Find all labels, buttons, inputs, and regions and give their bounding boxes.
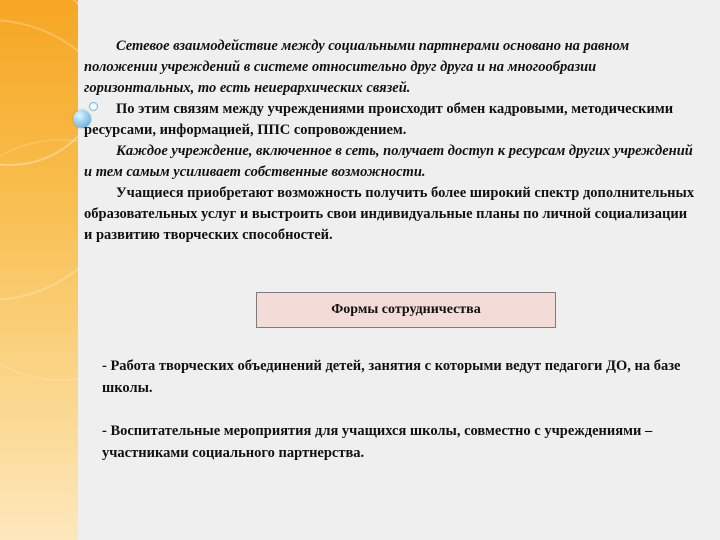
decorative-left-band	[0, 0, 78, 540]
paragraph-4: Учащиеся приобретают возможность получить более широкий спектр дополнительных образовательных услуг и выстроить свои индивидуальные планы по личной социализации и развитию творческих способностей.	[84, 185, 695, 243]
paragraph-3: Каждое учреждение, включенное в сеть, получает доступ к ресурсам других учреждений и тем самым усиливает собственные возможности.	[84, 143, 693, 180]
list-item: - Работа творческих объединений детей, занятия с которыми ведут педагоги ДО, на базе школы.	[102, 358, 681, 396]
forms-list	[102, 355, 682, 485]
forms-title-box	[256, 292, 556, 328]
list-item: - Воспитательные мероприятия для учащихся школы, совместно с учреждениями –участниками социального партнерства.	[102, 423, 653, 461]
paragraph-1: Сетевое взаимодействие между социальными партнерами основано на равном положении учреждений в системе относительно друг друга и на многообразии горизонтальных, то есть неиерархических связей.	[84, 38, 630, 96]
main-text	[84, 36, 696, 246]
decorative-arcs	[0, 0, 78, 540]
paragraph-2: По этим связям между учреждениями происходит обмен кадровыми, методическими ресурсами, информацией, ППС сопровождением.	[84, 101, 674, 138]
forms-title: Формы сотрудничества	[331, 302, 481, 317]
